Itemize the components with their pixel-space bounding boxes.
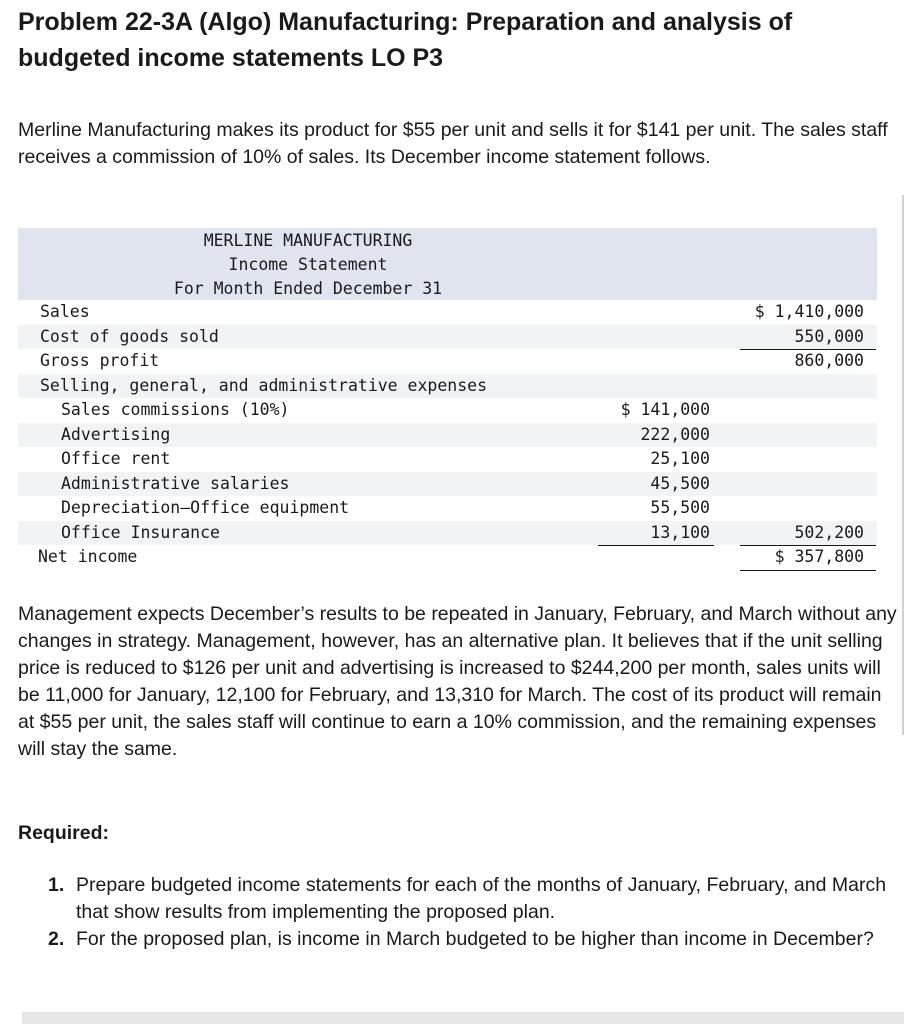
row-value-col2: 502,200	[794, 522, 864, 542]
statement-period: For Month Ended December 31	[173, 279, 443, 298]
statement-row-advertising	[18, 423, 877, 448]
row-value-col1: 45,500	[650, 473, 710, 493]
management-paragraph: Management expects December’s results to be repeated in January, February, and March without any changes in strategy. Management, however, has an alternative plan. It believes that if the unit selling price is reduced to $126 per unit and advertising is increased to $244,200 per month, sales units will be 11,000 for January, 12,100 for February, and 13,310 for March. The cost of its product will remain at $55 per unit, the sales staff will continue to earn a 10% commission, and the remaining expenses will stay the same.	[18, 603, 897, 760]
statement-name: Income Statement	[228, 255, 388, 274]
row-value-col1: 25,100	[650, 449, 710, 468]
underline-expenses-col2	[740, 545, 876, 546]
underline-expenses-col1	[598, 545, 714, 546]
row-label: Depreciation—Office equipment	[61, 498, 350, 517]
problem-title: Problem 22-3A (Algo) Manufacturing: Preparation and analysis of budgeted income statements LO P3	[18, 8, 793, 72]
row-label: Gross profit	[40, 351, 160, 370]
row-value-col2: $ 1,410,000	[754, 302, 864, 321]
statement-row-net-income	[18, 545, 877, 570]
statement-row-gross-profit	[18, 349, 877, 374]
statement-row-sga-header	[18, 374, 877, 399]
requirement-number: 2.	[48, 928, 65, 950]
statement-row-sales-commissions	[18, 398, 877, 423]
requirement-text: Prepare budgeted income statements for each of the months of January, February, and March that show results from implementing the proposed plan.	[76, 874, 887, 923]
row-value-col2: 860,000	[794, 351, 864, 370]
row-value-col1: 222,000	[640, 424, 710, 444]
row-value-col1: 13,100	[650, 522, 710, 542]
underline-cogs	[740, 349, 876, 350]
company-name: MERLINE MANUFACTURING	[203, 231, 413, 250]
statement-row-depreciation	[18, 496, 877, 521]
row-label: Office Insurance	[61, 522, 220, 542]
row-value-col1: $ 141,000	[620, 400, 710, 419]
statement-header	[18, 228, 877, 300]
requirements-list	[48, 872, 898, 953]
statement-row-admin-salaries	[18, 472, 877, 497]
statement-row-sales	[18, 300, 877, 325]
row-label: Net income	[38, 547, 138, 566]
underline-net-income	[740, 570, 876, 571]
row-label: Administrative salaries	[61, 473, 290, 493]
statement-row-cogs	[18, 325, 877, 350]
row-label: Selling, general, and administrative expenses	[40, 375, 488, 395]
bottom-scroll-bar[interactable]	[22, 1012, 904, 1024]
requirement-number: 1.	[48, 874, 65, 896]
row-label: Advertising	[61, 424, 171, 444]
statement-row-office-insurance	[18, 521, 877, 546]
statement-row-office-rent	[18, 447, 877, 472]
row-label: Office rent	[61, 449, 171, 468]
row-label: Sales	[40, 302, 90, 321]
income-statement	[18, 228, 877, 570]
row-label: Cost of goods sold	[40, 326, 219, 346]
list-item	[48, 926, 898, 953]
row-value-col1: 55,500	[650, 498, 710, 517]
requirement-text: For the proposed plan, is income in March budgeted to be higher than income in December?	[76, 928, 874, 950]
row-value-col2: 550,000	[794, 326, 864, 346]
list-item	[48, 872, 898, 926]
row-label: Sales commissions (10%)	[61, 400, 290, 419]
intro-paragraph: Merline Manufacturing makes its product for $55 per unit and sells it for $141 per unit. The sales staff receives a commission of 10% of sales. Its December income statement follows.	[18, 119, 888, 168]
required-heading: Required:	[18, 822, 110, 844]
row-value-col2: $ 357,800	[774, 547, 864, 566]
